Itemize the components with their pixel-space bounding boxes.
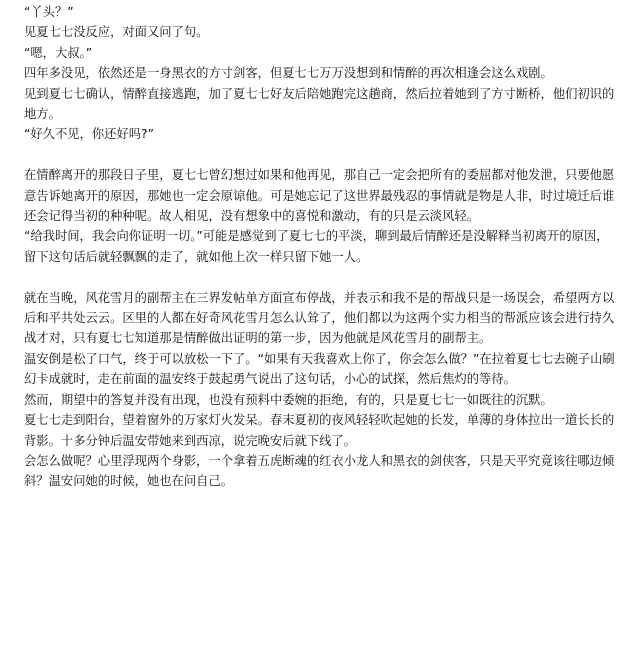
paragraph: “丫头？” bbox=[24, 5, 74, 19]
paragraph: 见夏七七没反应，对面又问了句。 bbox=[24, 25, 209, 40]
paragraph: 然而，期望中的答复并没有出现，也没有预料中委婉的拒绝，有的，只是夏七七一如既往的沉默。 bbox=[24, 392, 553, 407]
paragraph: 在情醉离开的那段日子里，夏七七曾幻想过如果和他再见，那自己一定会把所有的委屈都对他发泄，只要他愿意告诉她离开的原因，那她也一定会原谅他。可是她忘记了这世界最残忍的事情就是物是人非，时过境迁后谁还会记得当初的种种呢。故人相见，没有想象中的喜悦和激动，有的只是云淡风轻。 bbox=[24, 168, 615, 224]
article-body bbox=[24, 2, 616, 492]
paragraph-spacer bbox=[24, 267, 616, 287]
paragraph: 温安倒是松了口气，终于可以放松一下了。“如果有天我喜欢上你了，你会怎么做？”在拉着夏七七去碗子山刷幻卡成就时，走在前面的温安终于鼓起勇气说出了这句话，小心的试探，然后焦灼的等待。 bbox=[24, 351, 615, 387]
paragraph-spacer bbox=[24, 145, 616, 165]
paragraph: 会怎么做呢？心里浮现两个身影，一个拿着五虎断魂的红衣小龙人和黑衣的剑侠客，只是天平究竟该往哪边倾斜？温安问她的时候，她也在问自己。 bbox=[24, 453, 615, 489]
paragraph: 就在当晚，风花雪月的副帮主在三界发帖单方面宣布停战，并表示和我不是的帮战只是一场误会，希望两方以后和平共处云云。区里的人都在好奇风花雪月怎么认耸了，他们都以为这两个实力相当的帮派应该会进行持久战才对，只有夏七七知道那是情醉做出证明的第一步，因为他就是风花雪月的副帮主。 bbox=[24, 290, 615, 346]
paragraph: 四年多没见，依然还是一身黑衣的方寸剑客，但夏七七万万没想到和情醉的再次相逢会这么戏剧。 bbox=[24, 66, 553, 81]
paragraph: “嗯，大叔。” bbox=[24, 45, 93, 60]
paragraph: “给我时间，我会向你证明一切。”可能是感觉到了夏七七的平淡，聊到最后情醉还是没解释当初离开的原因，留下这句话后就轻飘飘的走了，就如他上次一样只留下她一人。 bbox=[24, 229, 609, 264]
paragraph: 见到夏七七确认，情醉直接逃跑，加了夏七七好友后陪她跑完这趟商，然后拉着她到了方寸断桥，他们初识的地方。 bbox=[24, 86, 615, 122]
paragraph: “好久不见，你还好吗?” bbox=[24, 127, 154, 142]
paragraph: 夏七七走到阳台，望着窗外的万家灯火发呆。春末夏初的夜风轻轻吹起她的长发，单薄的身体拉出一道长长的背影。十多分钟后温安带她来到西凉，说完晚安后就下线了。 bbox=[24, 413, 615, 448]
